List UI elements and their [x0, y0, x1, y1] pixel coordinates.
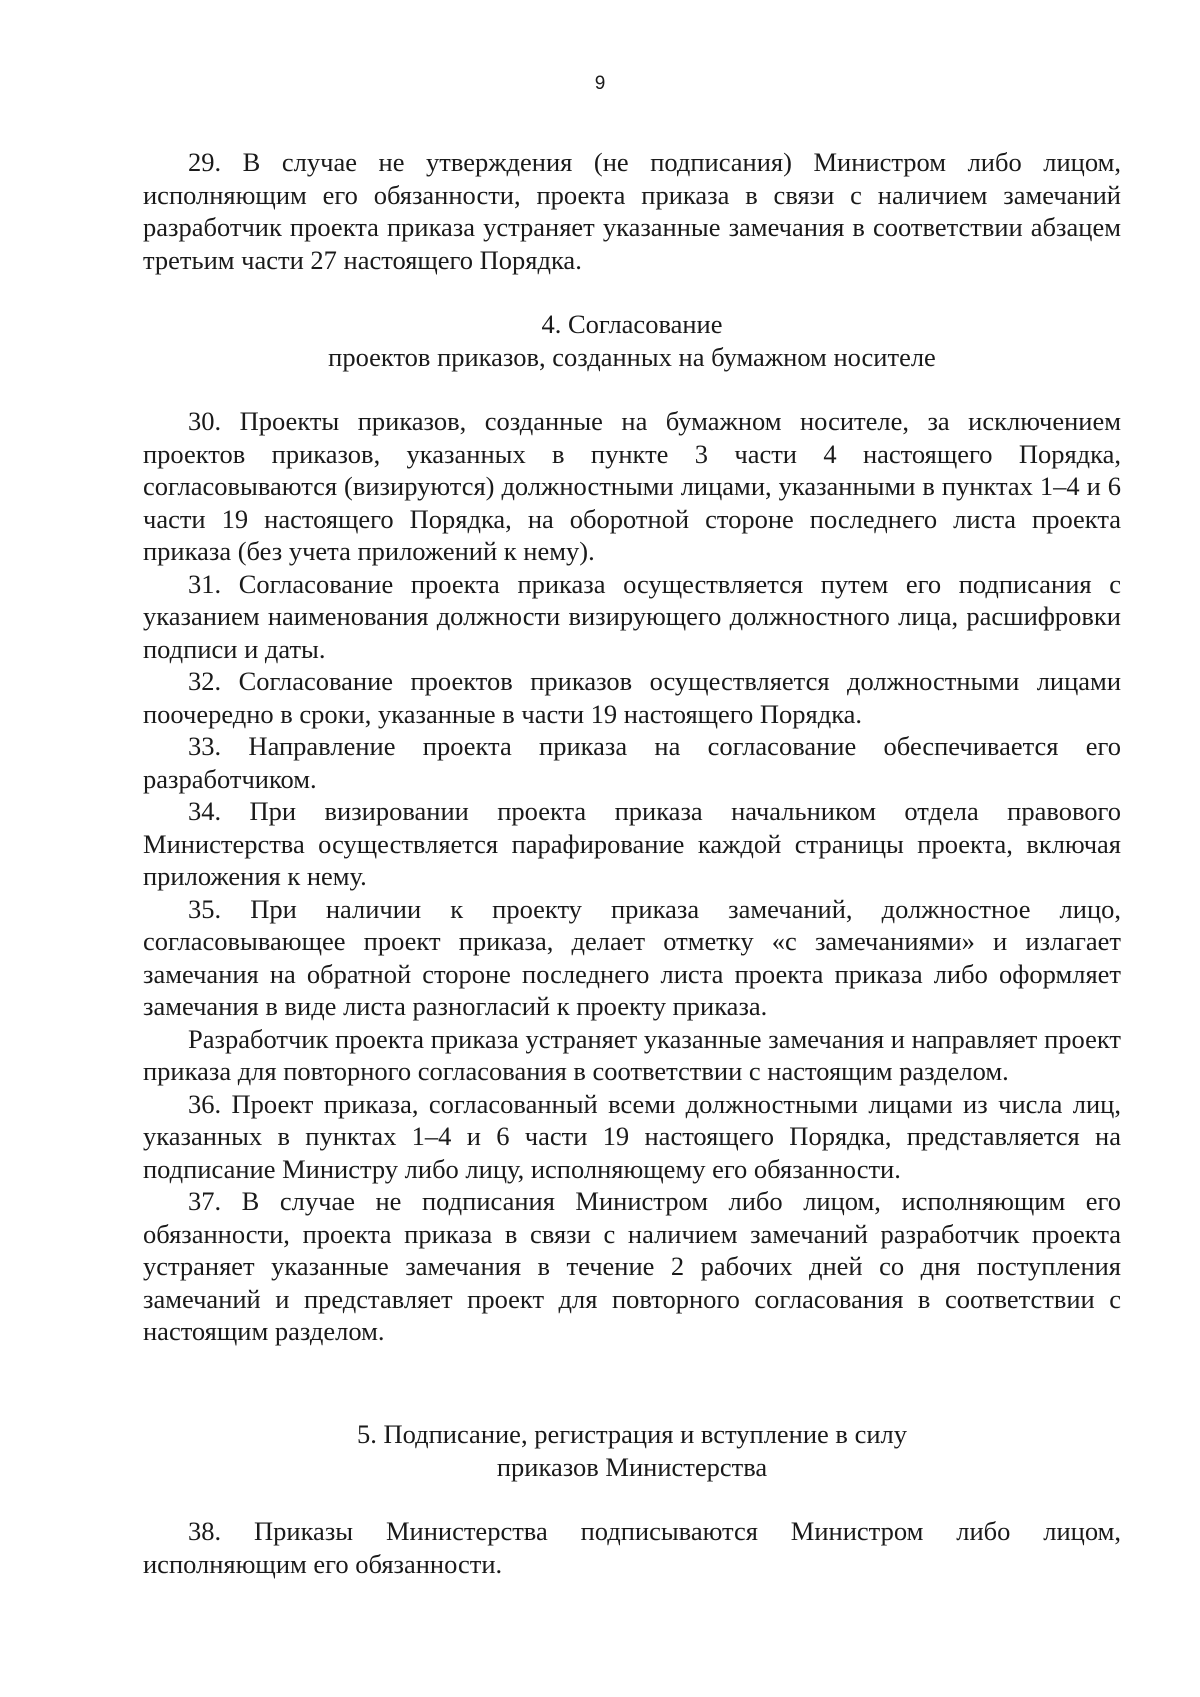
section-heading-4-line-2: проектов приказов, созданных на бумажном носителе: [328, 341, 936, 372]
paragraph-32: 32. Согласование проектов приказов осуществляется должностными лицами поочередно в сроки, указанные в части 19 настоящего Порядка.: [143, 666, 1121, 729]
paragraph-30: 30. Проекты приказов, созданные на бумажном носителе, за исключением проектов приказов, указанных в пункте 3 части 4 настоящего Порядка, согласовываются (визируются) должностными лицами, указанными в пунктах 1–4 и 6 части 19 настоящего Порядка, на оборотной стороне последнего листа проекта приказа (без учета приложений к нему).: [143, 406, 1121, 566]
text-block-section-3-end: [143, 146, 1121, 276]
page-number: 9: [594, 73, 606, 94]
paragraph-35-continued: Разработчик проекта приказа устраняет указанные замечания и направляет проект приказа для повторного согласования в соответствии с настоящим разделом.: [143, 1023, 1121, 1086]
paragraph-37: 37. В случае не подписания Министром либо лицом, исполняющим его обязанности, проекта приказа в связи с наличием замечаний разработчик проекта устраняет указанные замечания в течение 2 рабочих дней со дня поступления замечаний и представляет проект для повторного согласования в соответствии с настоящим разделом.: [143, 1186, 1121, 1346]
paragraph-29: 29. В случае не утверждения (не подписания) Министром либо лицом, исполняющим его обязанности, проекта приказа в связи с наличием замечаний разработчик проекта приказа устраняет указанные замечания в соответствии абзацем третьим части 27 настоящего Порядка.: [143, 147, 1121, 275]
text-block-section-5: [143, 1515, 1121, 1580]
section-heading-5-line-2: приказов Министерства: [496, 1451, 768, 1482]
paragraph-38: 38. Приказы Министерства подписываются Министром либо лицом, исполняющим его обязанности.: [143, 1516, 1121, 1579]
section-heading-4-line-1: 4. Согласование: [541, 309, 723, 339]
paragraph-31: 31. Согласование проекта приказа осуществляется путем его подписания с указанием наименования должности визирующего должностного лица, расшифровки подписи и даты.: [143, 568, 1121, 664]
paragraph-35: 35. При наличии к проекту приказа замечаний, должностное лицо, согласовывающее проект приказа, делает отметку «с замечаниями» и излагает замечания на обратной стороне последнего листа проекта приказа либо оформляет замечания в виде листа разногласий к проекту приказа.: [143, 893, 1121, 1021]
paragraph-34: 34. При визировании проекта приказа начальником отдела правового Министерства осуществляется парафирование каждой страницы проекта, включая приложения к нему.: [143, 796, 1121, 891]
section-heading-4: [143, 308, 1121, 373]
section-heading-5: [143, 1418, 1121, 1483]
paragraph-33: 33. Направление проекта приказа на согласование обеспечивается его разработчиком.: [143, 731, 1121, 794]
paragraph-36: 36. Проект приказа, согласованный всеми должностными лицами из числа лиц, указанных в пунктах 1–4 и 6 части 19 настоящего Порядка, представляется на подписание Министру либо лицу, исполняющему его обязанности.: [143, 1088, 1121, 1184]
section-heading-5-line-1: 5. Подписание, регистрация и вступление в силу: [357, 1419, 907, 1449]
text-block-section-4: [143, 405, 1121, 1348]
